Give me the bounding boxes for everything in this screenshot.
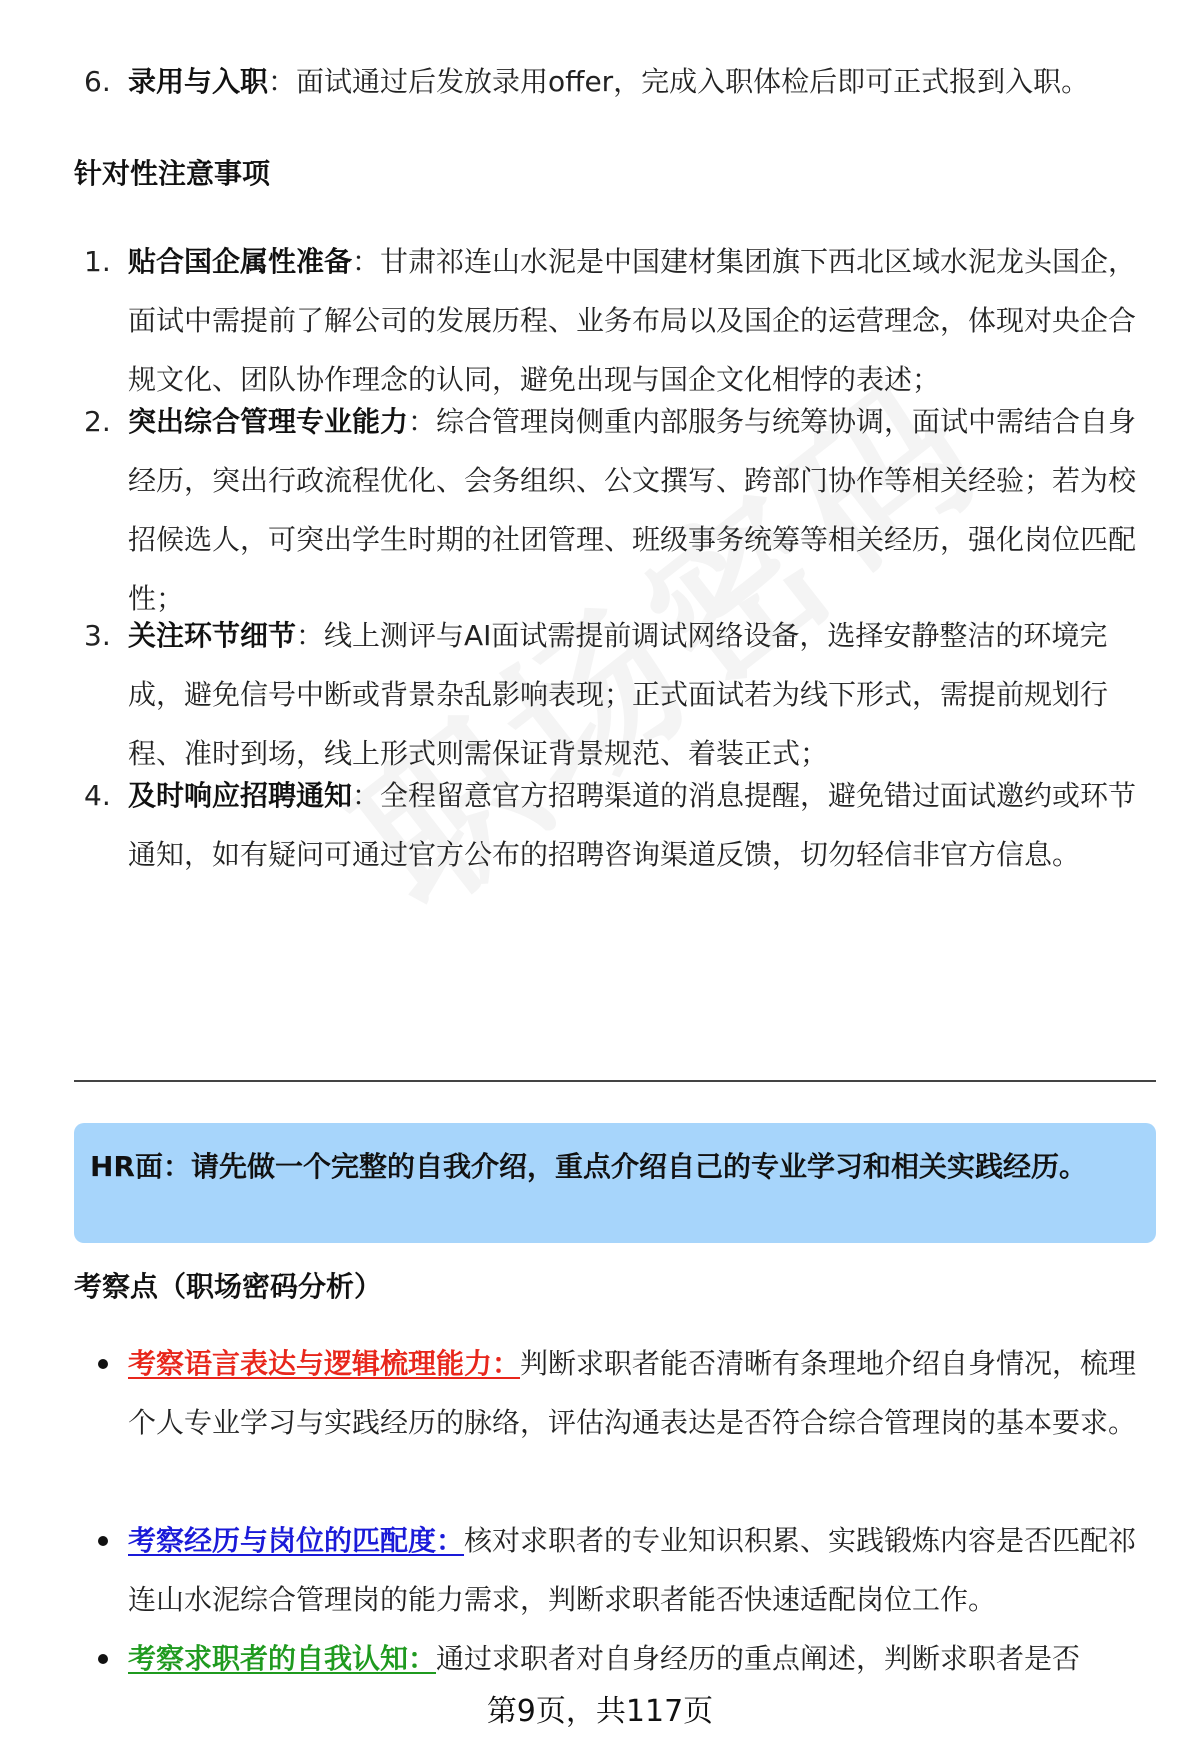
list-item-heading: 贴合国企属性准备 <box>128 245 353 278</box>
bullet-body <box>128 1334 1144 1452</box>
bullet-highlight: 考察经历与岗位的匹配度： <box>128 1524 465 1557</box>
list-item-heading: 录用与入职 <box>128 65 269 98</box>
bullet-dot <box>98 1654 108 1664</box>
list-item-text: ：全程留意官方招聘渠道的消息提醒，避免错过面试邀约或环节通知，如有疑问可通过官方公布的招聘咨询渠道反馈，切勿轻信非官方信息。 <box>128 779 1137 871</box>
bullet-item <box>74 1629 1144 1688</box>
list-number: 6. <box>84 65 111 98</box>
list-item-heading: 突出综合管理专业能力 <box>128 405 409 438</box>
question-text: HR面：请先做一个完整的自我介绍，重点介绍自己的专业学习和相关实践经历。 <box>90 1150 1087 1183</box>
bullet-item <box>74 1511 1144 1629</box>
list-item-body <box>128 392 1144 628</box>
list-item-hiring <box>74 52 1144 111</box>
list-item-body <box>128 232 1144 409</box>
list-item <box>74 766 1144 884</box>
bullet-text: 通过求职者对自身经历的重点阐述，判断求职者是否 <box>436 1642 1081 1675</box>
list-item <box>74 232 1144 409</box>
section-title-notes: 针对性注意事项 <box>74 157 271 190</box>
bullet-text: 判断求职者能否清晰有条理地介绍自身情况，梳理个人专业学习与实践经历的脉络，评估沟通表达是否符合综合管理岗的基本要求。 <box>128 1347 1137 1439</box>
bullet-highlight: 考察求职者的自我认知： <box>128 1642 437 1675</box>
list-item-heading: 及时响应招聘通知 <box>128 779 353 812</box>
bullet-body <box>128 1629 1144 1688</box>
page-number: 第9页，共117页 <box>486 1694 714 1729</box>
divider <box>74 1080 1156 1082</box>
list-item-text: ：综合管理岗侧重内部服务与统筹协调，面试中需结合自身经历，突出行政流程优化、会务组织、公文撰写、跨部门协作等相关经验；若为校招候选人，可突出学生时期的社团管理、班级事务统筹等相关经历，强化岗位匹配性； <box>128 405 1137 615</box>
list-number: 2. <box>84 405 111 438</box>
bullet-body <box>128 1511 1144 1629</box>
list-number: 4. <box>84 779 111 812</box>
bullet-dot <box>98 1359 108 1369</box>
list-item-text: ：线上测评与AI面试需提前调试网络设备，选择安静整洁的环境完成，避免信号中断或背景杂乱影响表现；正式面试若为线下形式，需提前规划行程、准时到场，线上形式则需保证背景规范、着装正式； <box>128 619 1109 770</box>
list-item-body <box>128 766 1144 884</box>
list-item-heading: 关注环节细节 <box>128 619 297 652</box>
list-number: 1. <box>84 245 111 278</box>
list-item <box>74 606 1144 783</box>
list-item-text: ：甘肃祁连山水泥是中国建材集团旗下西北区域水泥龙头国企，面试中需提前了解公司的发展历程、业务布局以及国企的运营理念，体现对央企合规文化、团队协作理念的认同，避免出现与国企文化相悖的表述； <box>128 245 1137 396</box>
bullet-highlight: 考察语言表达与逻辑梳理能力： <box>128 1347 521 1380</box>
bullet-text: 核对求职者的专业知识积累、实践锻炼内容是否匹配祁连山水泥综合管理岗的能力需求，判断求职者能否快速适配岗位工作。 <box>128 1524 1137 1616</box>
question-box <box>74 1123 1156 1243</box>
bullet-item <box>74 1334 1144 1452</box>
list-item-body <box>128 52 1144 111</box>
section-title-analysis: 考察点（职场密码分析） <box>74 1270 383 1303</box>
list-number: 3. <box>84 619 111 652</box>
bullet-dot <box>98 1536 108 1546</box>
list-item-text: ：面试通过后发放录用offer，完成入职体检后即可正式报到入职。 <box>268 65 1090 98</box>
list-item <box>74 392 1144 628</box>
list-item-body <box>128 606 1144 783</box>
